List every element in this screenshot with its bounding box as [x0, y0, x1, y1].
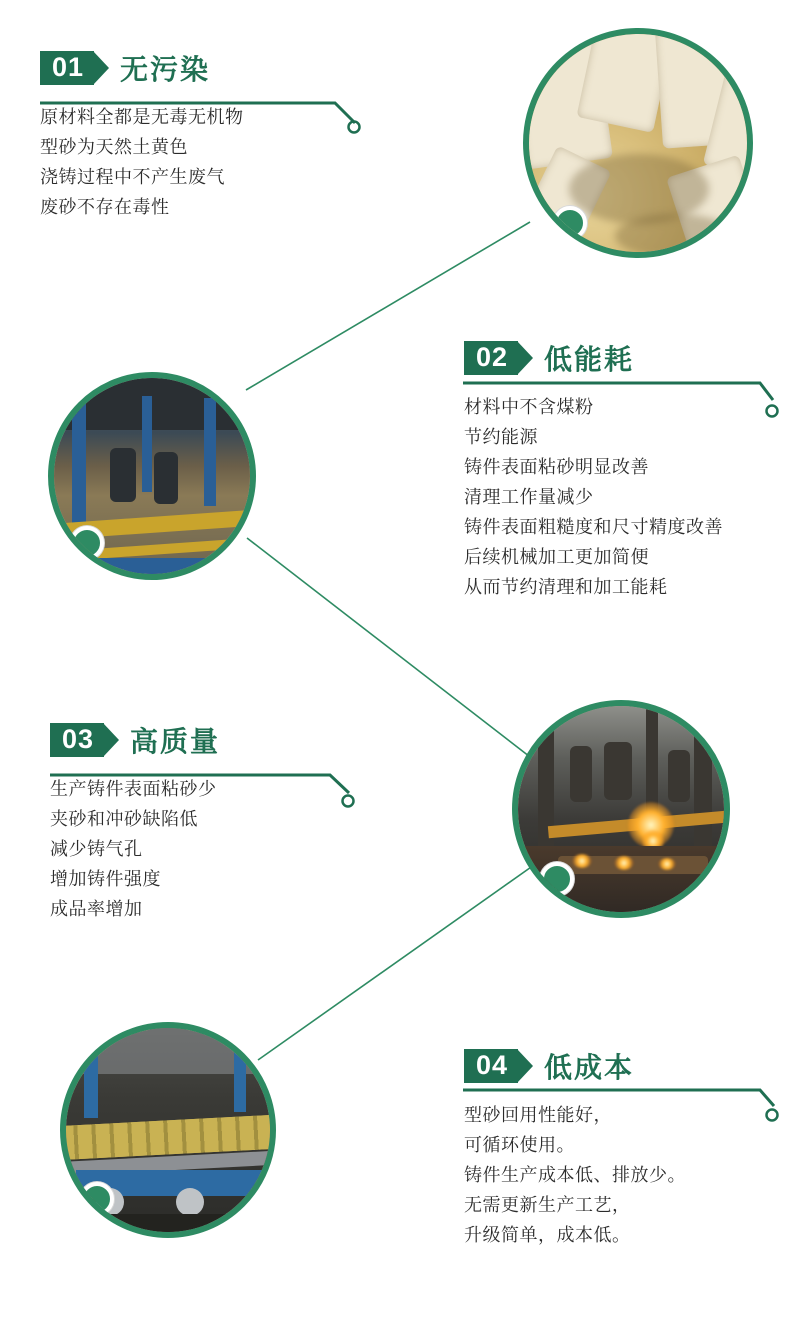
- section-02-lines: [464, 392, 794, 602]
- section-01-number: 01: [40, 51, 94, 85]
- section-04-lines: [464, 1100, 794, 1250]
- photo-factory-line: [48, 372, 256, 580]
- section-02-line-6: 后续机械加工更加简便: [464, 547, 649, 567]
- section-02-line-3: 铸件表面粘砂明显改善: [464, 457, 649, 477]
- section-02-line-5: 铸件表面粗糙度和尺寸精度改善: [464, 517, 723, 537]
- photo-molten-pouring-dot: [540, 862, 574, 896]
- section-03-lines: [50, 774, 370, 924]
- section-01-line-2: 型砂为天然土黄色: [40, 137, 188, 157]
- section-01-line-3: 浇铸过程中不产生废气: [40, 167, 225, 187]
- section-03-line-1: 生产铸件表面粘砂少: [50, 779, 217, 799]
- section-01-line-1: 原材料全都是无毒无机物: [40, 107, 244, 127]
- section-02-line-2: 节约能源: [464, 427, 538, 447]
- section-02-number: 02: [464, 341, 518, 375]
- section-02-line-4: 清理工作量减少: [464, 487, 594, 507]
- section-04-line-4: 无需更新生产工艺，: [464, 1195, 631, 1215]
- section-03-header: [50, 720, 370, 760]
- section-04: [464, 1046, 794, 1250]
- section-01: [40, 48, 360, 222]
- section-04-line-3: 铸件生产成本低、排放少。: [464, 1165, 686, 1185]
- section-02-header: [464, 338, 794, 378]
- section-03-line-4: 增加铸件强度: [50, 869, 161, 889]
- photo-sand-pile: [523, 28, 753, 258]
- section-03-number: 03: [50, 723, 104, 757]
- section-04-line-2: 可循环使用。: [464, 1135, 575, 1155]
- section-01-title: 无污染: [120, 54, 211, 85]
- section-04-line-5: 升级简单，成本低。: [464, 1225, 631, 1245]
- photo-sand-pile-dot: [553, 206, 587, 240]
- section-02-line-1: 材料中不含煤粉: [464, 397, 594, 417]
- photo-conveyor-machine-dot: [80, 1182, 114, 1216]
- section-04-title: 低成本: [544, 1052, 635, 1083]
- section-04-header: [464, 1046, 794, 1086]
- section-01-lines: [40, 102, 360, 222]
- section-03-title: 高质量: [130, 726, 221, 757]
- section-04-line-1: 型砂回用性能好，: [464, 1105, 612, 1125]
- section-03-line-3: 减少铸气孔: [50, 839, 143, 859]
- section-01-header: [40, 48, 360, 88]
- section-02: [464, 338, 794, 602]
- section-04-number: 04: [464, 1049, 518, 1083]
- photo-molten-pouring: [512, 700, 730, 918]
- section-03-line-2: 夹砂和冲砂缺陷低: [50, 809, 198, 829]
- section-03: [50, 720, 370, 924]
- section-01-line-4: 废砂不存在毒性: [40, 197, 170, 217]
- section-02-line-7: 从而节约清理和加工能耗: [464, 577, 668, 597]
- section-03-line-5: 成品率增加: [50, 899, 143, 919]
- photo-factory-line-dot: [70, 526, 104, 560]
- section-02-title: 低能耗: [544, 344, 635, 375]
- photo-conveyor-machine: [60, 1022, 276, 1238]
